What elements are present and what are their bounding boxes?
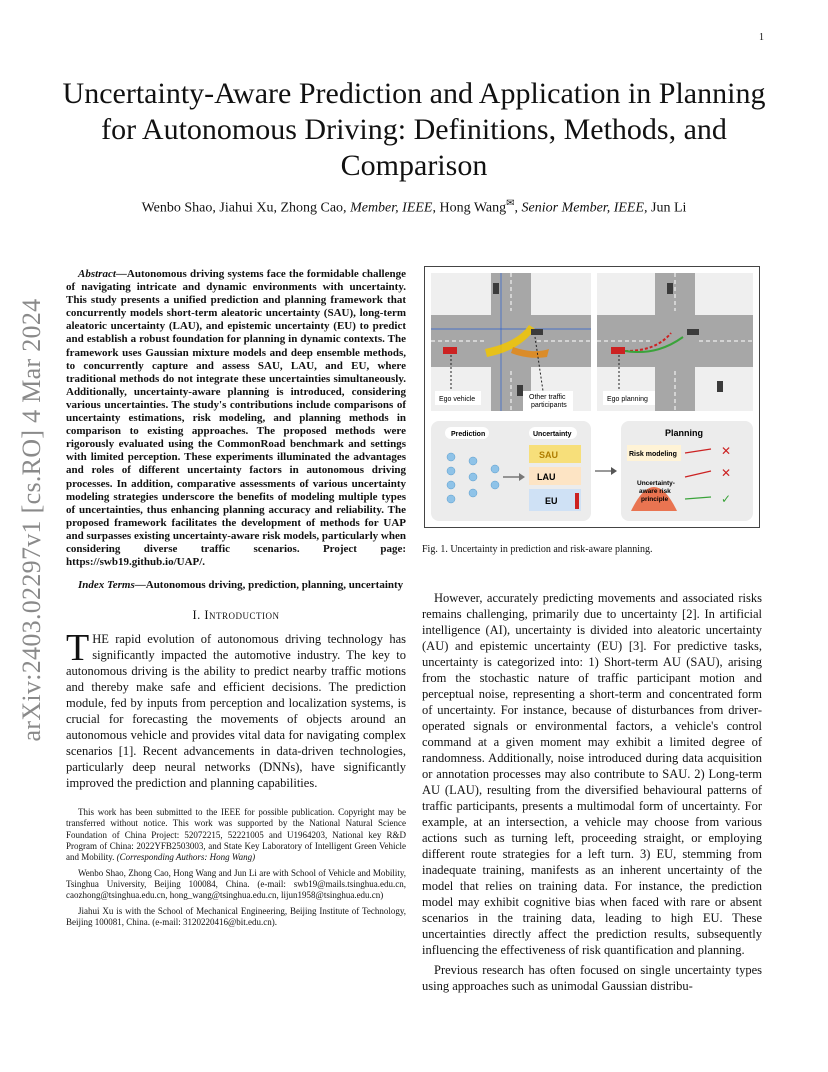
authors-part-4: , Jun Li (644, 200, 687, 216)
authors-part-3: , (514, 200, 519, 216)
cross-icon: ✕ (721, 466, 732, 480)
intro-text: HE rapid evolution of autonomous driving technology has significantly impacted the automotive industry. The key to autonomous driving is the ability to predict nearby traffic motions and thereby make safe and efficient decisions. The prediction module, fed by inputs from perception and localization systems, is crucial for forecasting the movements of objects around an autonomous vehicle and provides vital data for navigating complex scenarios [1]. Recent advancements in data-driven technologies, particularly deep neural networks (DNNs), have significantly improved the prediction and planning capabilities. (66, 632, 406, 791)
eu-label: EU (545, 496, 558, 506)
figure-caption: Fig. 1. Uncertainty in prediction and risk-aware planning. (422, 544, 653, 555)
ego-planning-label: Ego planning (607, 396, 648, 403)
abstract-label: Abstract— (78, 268, 127, 280)
author-list (60, 198, 768, 217)
abstract-text: Autonomous driving systems face the formidable challenge of navigating intricate and dynamic environments with uncertainty. This study presents a unified prediction and planning framework that concurrently models short-term aleatoric uncertainty (SAU), long-term aleatoric uncertainty (LAU), and epistemic uncertainty (EU) to predict and establish a robust foundation for planning in dynamic contexts. The framework uses Gaussian mixture models and deep ensemble methods, to concurrently capture and assess SAU, LAU, and EU, where traditional methods do not integrate these uncertainties simultaneously. Additionally, uncertainty-aware planning is introduced, considering various uncertainties. The study's contributions include comparisons of uncertainty estimations, risk modeling, and planning methods in comparison to existing approaches. The proposed methods were rigorously evaluated using the CommonRoad benchmark and settings with limited perception. These experiments illuminated the advantages and roles of different uncertainty factors in autonomous driving processes. In addition, comparative assessments of various uncertainty modeling strategies underscore the benefits of modeling multiple types of uncertainties, thus enhancing planning accuracy and reliability. The proposed framework facilitates the development of methods for UAP and surpasses existing uncertainty-aware risk models, particularly when considering diverse traffic scenarios. Project page: https://swb19.github.io/UAP/. (66, 268, 406, 569)
vehicle-icon (667, 283, 673, 294)
page-number: 1 (759, 32, 764, 43)
ego-vehicle-icon (443, 347, 457, 354)
author-role-1: Member, IEEE (350, 200, 433, 216)
index-terms-text: —Autonomous driving, prediction, planning, uncertainty (134, 579, 404, 592)
planning-label: Planning (665, 428, 703, 438)
author-role-2: Senior Member, IEEE (521, 200, 645, 216)
eu-bar (575, 493, 579, 509)
footnote-affiliation-2: Jiahui Xu is with the School of Mechanical Engineering, Beijing Institute of Technology, Beijing 100081, China. (e-mail: 3120220416@bit.edu.cn). (66, 905, 406, 927)
footnote-funding (66, 807, 406, 863)
ua-risk-label-1: Uncertainty- (637, 480, 675, 487)
paper-title: Uncertainty-Aware Prediction and Application in Planning for Autonomous Driving: Definitions, Methods, and Comparison (62, 77, 766, 182)
vehicle-icon (687, 329, 699, 335)
paragraph: Previous research has often focused on single uncertainty types using approaches such as unimodal Gaussian distribu- (422, 963, 762, 993)
prediction-panel (431, 421, 591, 521)
risk-modeling-label: Risk modeling (629, 451, 677, 458)
vehicle-icon (493, 283, 499, 294)
section-heading: I. Introduction (192, 608, 280, 623)
planning-panel (621, 421, 753, 521)
vehicle-icon (531, 329, 543, 335)
other-participants-label-2: participants (531, 402, 567, 409)
footnotes (66, 807, 406, 928)
block-tr (695, 273, 753, 315)
ua-risk-label-2: aware risk (639, 488, 671, 495)
scene-left (431, 273, 591, 411)
block-tl (431, 273, 491, 315)
footnote-funding-text: This work has been submitted to the IEEE for possible publication. Copyright may be transferred without notice. This work was supported by the National Natural Science Foundation of China Project: 52072215, 52221005 and U1964203, National key R&D Program of China: 2022YFB2503003, and State Key Laboratory of Intelligent Green Vehicle and Mobility. (66, 807, 406, 863)
left-column (66, 268, 406, 932)
right-column (422, 590, 762, 998)
ego-vehicle-icon (611, 347, 625, 354)
figure-illustration (425, 267, 759, 527)
cross-icon: ✕ (721, 444, 732, 458)
uncertainty-label: Uncertainty (533, 431, 572, 438)
block-tl (597, 273, 655, 315)
paragraph: However, accurately predicting movements and associated risks remains challenging, primarily due to uncertainty [2]. In artificial intelligence (AI), uncertainty is divided into aleatoric uncertainty (AU) and epistemic uncertainty (EU) [3]. For predictive tasks, uncertainty is categorized into: 1) Short-term AU (SAU), arising from the stochastic nature of traffic participant motion and perceptual noise, representing a short-term and concentrated form of uncertainty. For instance, because of disturbances from driver-operated signals or environmental factors, a vehicle's control command at a given moment may exhibit a limited degree of randomness. Additionally, noise introduced during data acquisition or annotation processes may also contribute to SAU. 2) Long-term AU (LAU), resulting from the diversified behavioural patterns of traffic participants, presents a multimodal form of uncertainty. For example, at an intersection, a vehicle may choose from various actions such as turning left, proceeding straight, or employing different route strategies for a left turn. 3) EU, stemming from inadequate training, manifests as an inherent uncertainty of the model that relies on training data. For instance, the prediction model may exhibit cognitive bias when faced with rare or absent scenarios in the training data, leading to high EU. These uncertainties directly affect the prediction results, subsequently influencing the effectiveness of risk quantification and planning. (422, 591, 762, 957)
arxiv-id: arXiv:2403.02297v1 [cs.RO] 4 Mar 2024 (17, 298, 46, 742)
authors-part-1: Wenbo Shao, Jiahui Xu, Zhong Cao, (141, 200, 347, 216)
vehicle-icon (517, 385, 523, 396)
block-tr (531, 273, 591, 315)
footnote-affiliation-1: Wenbo Shao, Zhong Cao, Hong Wang and Jun Li are with School of Vehicle and Mobility, Tsinghua University, Beijing 100084, China. (e-mail: swb19@mails.tsinghua.edu.cn, caozhong@tsinghua.edu.cn, hong_wang@tsinghua.edu.cn, lijun1958@tsinghua.edu.cn) (66, 867, 406, 901)
envelope-icon: ✉ (506, 198, 515, 209)
authors-part-2: , Hong Wang (432, 200, 507, 216)
vehicle-icon (717, 381, 723, 392)
arxiv-watermark (12, 280, 52, 760)
arrow-head (611, 467, 617, 475)
ua-risk-label-3: principle (641, 496, 669, 503)
dropcap: T (66, 627, 90, 670)
sau-label: SAU (539, 450, 559, 460)
check-icon: ✓ (721, 492, 732, 506)
prediction-label: Prediction (451, 431, 486, 438)
other-participants-label-1: Other traffic (529, 394, 566, 401)
block-br (695, 367, 753, 411)
scene-right (597, 273, 753, 411)
footnote-corresponding: (Corresponding Authors: Hong Wang) (116, 852, 256, 863)
index-terms (66, 579, 406, 592)
abstract (66, 268, 406, 569)
ego-vehicle-label: Ego vehicle (439, 396, 476, 403)
intro-paragraph (66, 627, 406, 791)
index-terms-label: Index Terms (78, 579, 135, 592)
lau-label: LAU (537, 472, 556, 482)
figure-1 (424, 266, 760, 528)
